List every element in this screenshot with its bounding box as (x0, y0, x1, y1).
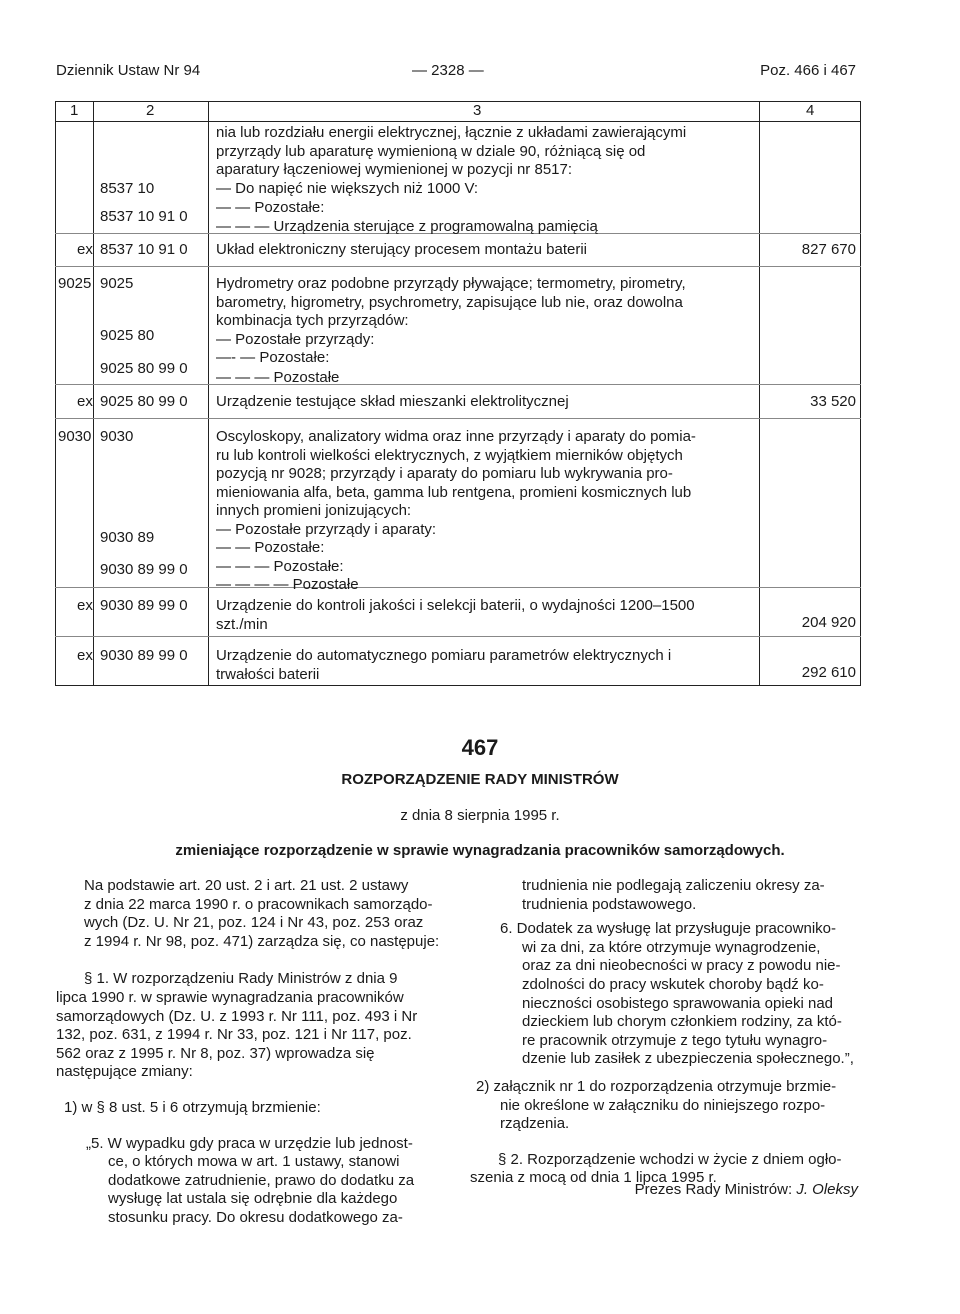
text-line: wych (Dz. U. Nr 21, poz. 124 i Nr 43, poz. 253 oraz (84, 914, 424, 932)
text-line: nieczności osobistego sprawowania opieki nad (522, 994, 834, 1012)
text-line: 562 oraz z 1995 r. Nr 8, poz. 37) wprowadza się (56, 1044, 375, 1062)
cn-code: 9030 89 (100, 529, 155, 546)
text-line: nia lub rozdziału energii elektrycznej, łącznie z układami zawierającymi (216, 124, 687, 141)
journal-title: Dziennik Ustaw Nr 94 (56, 62, 201, 79)
col-divider-3 (759, 101, 760, 686)
cn-code: 9025 80 99 0 (100, 360, 188, 377)
header-divider (55, 121, 861, 122)
text-line: re pracownik otrzymuje z tego tytułu wynagro- (522, 1031, 828, 1049)
ex-description: Urządzenie testujące skład mieszanki elektrolitycznej (216, 393, 569, 410)
row-divider (55, 418, 861, 419)
ex-marker: ex (77, 647, 93, 664)
text-line: Hydrometry oraz podobne przyrządy pływające; termometry, pirometry, (216, 275, 686, 292)
row-divider (55, 636, 861, 637)
ex-description: Układ elektroniczny sterujący procesem montażu baterii (216, 241, 587, 258)
cn-code: 8537 10 91 0 (100, 241, 188, 258)
text-line: 6. Dodatek za wysługę lat przysługuje pracowniko- (500, 920, 836, 938)
text-line: 132, poz. 631, z 1994 r. Nr 33, poz. 121 i Nr 117, poz. (56, 1026, 412, 1044)
text-line: szt./min (216, 615, 268, 633)
text-line: —- — Pozostałe: (216, 349, 330, 366)
ex-description (216, 597, 756, 634)
position-range: Poz. 466 i 467 (760, 62, 856, 79)
text-line: z 1994 r. Nr 98, poz. 471) zarządza się, co następuje: (84, 932, 440, 950)
text-line: Oscyloskopy, analizatory widma oraz inne przyrządy i aparaty do pomia- (216, 428, 696, 445)
text-line: pozycją nr 9028; przyrządy i aparaty do pomiaru lub wykrywania pro- (216, 465, 673, 482)
preamble (56, 877, 448, 951)
text-line: Na podstawie art. 20 ust. 2 i art. 21 ust. 2 ustawy (84, 877, 409, 894)
point-1 (56, 1099, 448, 1118)
text-line: ce, o których mowa w art. 1 ustawy, stanowi (108, 1153, 400, 1171)
block3-description (216, 428, 756, 595)
act-date: z dnia 8 sierpnia 1995 r. (400, 807, 560, 824)
quota-value: 292 610 (801, 664, 856, 681)
row-divider (55, 266, 861, 267)
page-number: — 2328 — (412, 62, 484, 79)
text-line: barometry, higrometry, psychrometry, zapisujące lub nie, oraz dowolna (216, 293, 683, 311)
text-line: szenia z mocą od dnia 1 lipca 1995 r. (470, 1169, 717, 1187)
point-2 (470, 1078, 862, 1134)
paragraph-5 (56, 1135, 448, 1228)
text-line: nie określone w załączniku do niniejszego rozpo- (500, 1096, 826, 1114)
text-line: stosunku pracy. Do okresu dodatkowego za- (108, 1208, 403, 1226)
text-line: trudnienia podstawowego. (522, 895, 697, 913)
text-line: — — — Urządzenia sterujące z programowalną pamięcią (216, 217, 598, 235)
text-line: — — — — Pozostałe (216, 576, 359, 593)
col-header-1: 1 (70, 102, 79, 119)
text-line: wi za dni, za które otrzymuje wynagrodzenie, (522, 938, 821, 956)
ex-marker: ex (77, 393, 93, 410)
text-line: — — Pozostałe: (216, 539, 325, 556)
text-line: samorządowych (Dz. U. z 1993 r. Nr 111, poz. 493 i Nr (56, 1007, 418, 1025)
section-1 (56, 970, 448, 1082)
block2-description (216, 275, 756, 387)
signature-name: J. Oleksy (796, 1181, 858, 1198)
signature-role: Prezes Rady Ministrów: (634, 1181, 797, 1198)
quota-value: 827 670 (801, 241, 856, 258)
text-line: — — Pozostałe: (216, 199, 325, 216)
right-column (470, 877, 862, 1188)
cn-code: 9030 89 99 0 (100, 597, 188, 614)
text-line: kombinacja tych przyrządów: (216, 312, 409, 329)
text-line: zdolności do pracy wskutek choroby bądź ko- (522, 975, 824, 993)
ex-marker: ex (77, 241, 93, 258)
col-header-2: 2 (146, 102, 155, 119)
quota-value: 204 920 (801, 614, 856, 631)
text-line: 1) w § 8 ust. 5 i 6 otrzymują brzmienie: (64, 1098, 321, 1116)
cn-code: 8537 10 91 0 (100, 208, 188, 225)
text-line: dzenie lub zasiłek z ubezpieczenia społecznego.”, (522, 1050, 854, 1068)
cn-code: 9025 80 (100, 327, 155, 344)
text-line: przyrządy lub aparaturę wymienioną w dziale 90, różniącą się od (216, 142, 646, 160)
heading-code: 9025 (58, 275, 92, 292)
quota-value: 33 520 (810, 393, 856, 410)
paragraph-5-continued (470, 877, 862, 914)
text-line: oraz za dni nieobecności w pracy z powodu nie- (522, 957, 841, 975)
text-line: dodatkowe zatrudnienie, prawo do dodatku za (108, 1171, 415, 1189)
left-column (56, 877, 448, 1228)
text-line: rządzenia. (500, 1115, 570, 1133)
text-line: „5. W wypadku gdy praca w urzędzie lub jednost- (86, 1134, 413, 1152)
act-title: ROZPORZĄDZENIE RADY MINISTRÓW (341, 771, 619, 788)
text-line: § 2. Rozporządzenie wchodzi w życie z dniem ogło- (498, 1150, 842, 1168)
text-line: — — — Pozostałe (216, 368, 340, 386)
text-line: z dnia 22 marca 1990 r. o pracownikach samorządo- (84, 895, 433, 913)
cn-code: 9025 (100, 275, 134, 292)
text-line: Urządzenie do automatycznego pomiaru parametrów elektrycznych i (216, 647, 672, 664)
text-line: Urządzenie do kontroli jakości i selekcji baterii, o wydajności 1200–1500 (216, 597, 695, 614)
col-header-3: 3 (473, 102, 482, 119)
cn-code: 9030 89 99 0 (100, 647, 188, 664)
text-line: — Pozostałe przyrządy: (216, 330, 375, 348)
act-subject: zmieniające rozporządzenie w sprawie wynagradzania pracowników samorządowych. (175, 842, 785, 859)
text-line: trwałości baterii (216, 665, 320, 683)
col-divider-1 (93, 101, 94, 686)
text-line: ru lub kontroli wielkości elektrycznych, z wyjątkiem mierników objętych (216, 446, 683, 464)
col-header-4: 4 (806, 102, 815, 119)
ex-marker: ex (77, 597, 93, 614)
heading-code: 9030 (58, 428, 92, 445)
text-line: wysługę lat ustala się odrębnie dla każdego (108, 1190, 398, 1208)
text-line: aparatury łączeniowej wymienionej w pozycji nr 8517: (216, 161, 573, 178)
paragraph-6 (470, 920, 862, 1069)
act-number: 467 (461, 735, 499, 760)
text-line: lipca 1990 r. w sprawie wynagradzania pracowników (56, 988, 404, 1006)
text-line: mieniowania alfa, beta, gamma lub rentgena, promieni kosmicznych lub (216, 483, 692, 501)
ex-description (216, 647, 756, 684)
text-line: — — — Pozostałe: (216, 557, 344, 575)
text-line: dzieckiem lub chorym członkiem rodziny, za któ- (522, 1013, 842, 1031)
cn-code: 9030 89 99 0 (100, 561, 188, 578)
signature (635, 1181, 858, 1198)
cn-code: 9030 (100, 428, 134, 445)
col-divider-2 (208, 101, 209, 686)
block1-description (216, 124, 756, 236)
text-line: trudnienia nie podlegają zaliczeniu okresy za- (522, 877, 825, 894)
text-line: — Do napięć nie większych niż 1000 V: (216, 179, 479, 197)
text-line: innych promieni jonizujących: (216, 502, 412, 519)
cn-code: 9025 80 99 0 (100, 393, 188, 410)
text-line: § 1. W rozporządzeniu Rady Ministrów z dnia 9 (84, 970, 398, 988)
text-line: — Pozostałe przyrządy i aparaty: (216, 520, 437, 538)
text-line: następujące zmiany: (56, 1063, 193, 1081)
cn-code: 8537 10 (100, 180, 155, 197)
text-line: 2) załącznik nr 1 do rozporządzenia otrzymuje brzmie- (476, 1077, 837, 1095)
